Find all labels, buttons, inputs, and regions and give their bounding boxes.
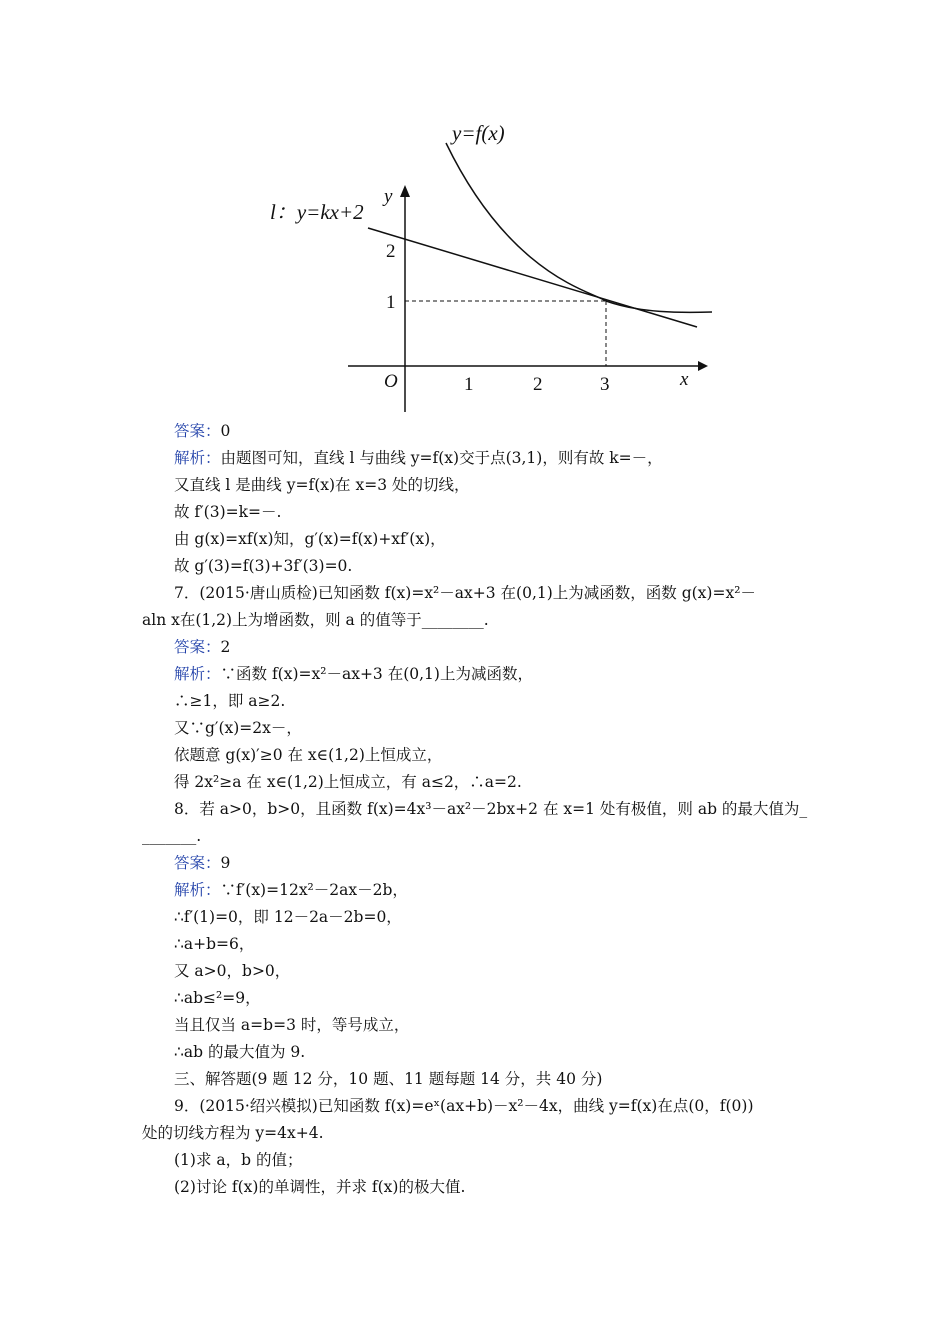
question-8-line-2: _______. xyxy=(142,827,202,845)
answer-label: 答案： xyxy=(174,422,221,440)
document-body xyxy=(142,418,822,1201)
answer-line xyxy=(142,418,822,445)
answer-line xyxy=(142,634,822,661)
x-tick-1: 1 xyxy=(464,374,474,395)
analysis-line xyxy=(142,445,822,472)
curve-label: y=f(x) xyxy=(452,121,505,145)
text-line: 故 f′(3)=k=－. xyxy=(174,503,282,521)
x-tick-3: 3 xyxy=(600,374,610,395)
line-text: ∵f′(x)=12x²－2ax－2b， xyxy=(220,881,408,899)
analysis-label: 解析： xyxy=(174,449,221,467)
text-line: 又 a>0，b>0， xyxy=(174,962,291,980)
curve-f xyxy=(446,143,712,312)
answer-line xyxy=(142,850,822,877)
line-label: l：y=kx+2 xyxy=(270,200,364,224)
question-9-line-2: 处的切线方程为 y=4x+4. xyxy=(142,1124,324,1142)
analysis-line xyxy=(142,661,822,688)
x-axis-arrow xyxy=(698,361,708,371)
origin-label: O xyxy=(384,371,398,392)
question-9-line-1: 9．(2015·绍兴模拟)已知函数 f(x)=eˣ(ax+b)－x²－4x，曲线 y=f(x)在点(0，f(0)) xyxy=(174,1097,754,1115)
question-7-line-2: aln x在(1,2)上为增函数，则 a 的值等于________. xyxy=(142,611,489,629)
analysis-line xyxy=(142,877,822,904)
text-line: 由 g(x)=xf(x)知，g′(x)=f(x)+xf′(x)， xyxy=(174,530,446,548)
question-7-line-1: 7．(2015·唐山质检)已知函数 f(x)=x²－ax+3 在(0,1)上为减函数，函数 g(x)=x²－ xyxy=(174,584,756,602)
tangent-line-l xyxy=(368,228,697,327)
line-text: 由题图可知，直线 l 与曲线 y=f(x)交于点(3,1)，则有故 k=－， xyxy=(220,449,663,467)
text-line: 又∵g′(x)=2x－， xyxy=(174,719,302,737)
analysis-label: 解析： xyxy=(174,881,221,899)
y-tick-2: 2 xyxy=(386,241,396,262)
text-line: 得 2x²≥a 在 x∈(1,2)上恒成立，有 a≤2，∴a=2. xyxy=(174,773,522,791)
y-axis-label: y xyxy=(384,186,393,207)
text-line: 当且仅当 a=b=3 时，等号成立， xyxy=(174,1016,410,1034)
text-line: ∴f′(1)=0，即 12－2a－2b=0， xyxy=(174,908,402,926)
question-9-part-2: (2)讨论 f(x)的单调性，并求 f(x)的极大值. xyxy=(174,1178,466,1196)
answer-label: 答案： xyxy=(174,854,221,872)
text-line: ∴ab≤²=9， xyxy=(174,989,261,1007)
line-text: ∵函数 f(x)=x²－ax+3 在(0,1)上为减函数， xyxy=(220,665,533,683)
function-graph-figure xyxy=(250,115,730,420)
question-9-part-1: (1)求 a，b 的值； xyxy=(174,1151,303,1169)
x-tick-2: 2 xyxy=(533,374,543,395)
x-axis-label: x xyxy=(680,369,689,390)
analysis-label: 解析： xyxy=(174,665,221,683)
text-line: 又直线 l 是曲线 y=f(x)在 x=3 处的切线， xyxy=(174,476,470,494)
text-line: 故 g′(3)=f(3)+3f′(3)=0. xyxy=(174,557,353,575)
text-line: ∴ab 的最大值为 9. xyxy=(174,1043,306,1061)
question-8-line-1: 8．若 a>0，b>0，且函数 f(x)=4x³－ax²－2bx+2 在 x=1 处有极值，则 ab 的最大值为_ xyxy=(174,800,808,818)
text-line: ∴≥1，即 a≥2. xyxy=(174,692,286,710)
text-line: ∴a+b=6， xyxy=(174,935,255,953)
line-text: 0 xyxy=(220,422,231,440)
line-text: 2 xyxy=(220,638,231,656)
text-line: 依题意 g(x)′≥0 在 x∈(1,2)上恒成立， xyxy=(174,746,443,764)
line-text: 9 xyxy=(220,854,231,872)
answer-label: 答案： xyxy=(174,638,221,656)
section-heading: 三、解答题(9 题 12 分，10 题、11 题每题 14 分，共 40 分) xyxy=(174,1070,603,1088)
y-tick-1: 1 xyxy=(386,292,396,313)
graph-svg xyxy=(250,115,730,420)
y-axis-arrow xyxy=(400,185,410,197)
